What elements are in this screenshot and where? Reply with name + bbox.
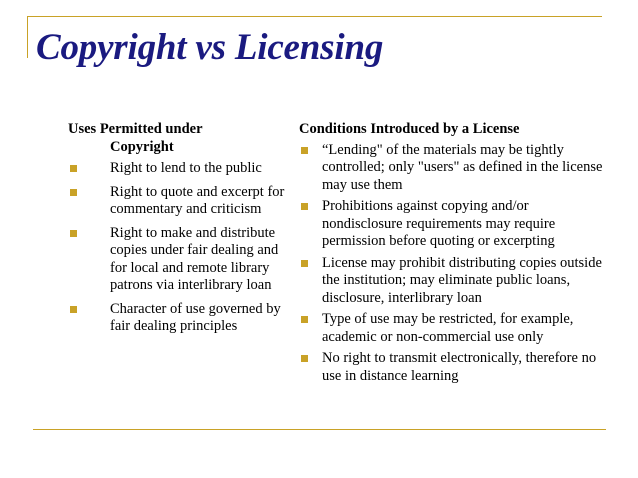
list-item: No right to transmit electronically, therefore no use in distance learning xyxy=(299,350,611,385)
square-bullet-icon xyxy=(301,260,308,267)
bottom-rule xyxy=(33,429,606,430)
list-item: Right to quote and excerpt for commentary and criticism xyxy=(68,184,290,219)
square-bullet-icon xyxy=(70,189,77,196)
list-item: Prohibitions against copying and/or nondisclosure requirements may require permission before quoting or excerpting xyxy=(299,198,611,251)
license-column xyxy=(299,121,611,389)
list-item: Type of use may be restricted, for example, academic or non-commercial use only xyxy=(299,311,611,346)
copyright-heading xyxy=(68,121,290,156)
copyright-column xyxy=(68,121,290,342)
square-bullet-icon xyxy=(301,147,308,154)
list-item: “Lending" of the materials may be tightly controlled; only "users" as defined in the license may use them xyxy=(299,142,611,195)
list-item: Right to make and distribute copies under fair dealing and for local and remote library patrons via interlibrary loan xyxy=(68,225,290,295)
copyright-list xyxy=(68,160,290,336)
license-heading: Conditions Introduced by a License xyxy=(299,121,520,137)
copyright-heading-line1: Uses Permitted under xyxy=(68,121,203,137)
copyright-heading-line2: Copyright xyxy=(110,138,174,155)
square-bullet-icon xyxy=(301,316,308,323)
left-rule xyxy=(27,16,28,58)
top-rule xyxy=(28,16,602,17)
square-bullet-icon xyxy=(70,165,77,172)
list-item: Character of use governed by fair dealing principles xyxy=(68,301,290,336)
square-bullet-icon xyxy=(70,306,77,313)
slide-title: Copyright vs Licensing xyxy=(36,27,384,68)
square-bullet-icon xyxy=(301,203,308,210)
list-item: Right to lend to the public xyxy=(68,160,290,178)
license-list xyxy=(299,142,611,386)
square-bullet-icon xyxy=(301,355,308,362)
list-item: License may prohibit distributing copies outside the institution; may eliminate public loans, disclosure, interlibrary loan xyxy=(299,255,611,308)
square-bullet-icon xyxy=(70,230,77,237)
